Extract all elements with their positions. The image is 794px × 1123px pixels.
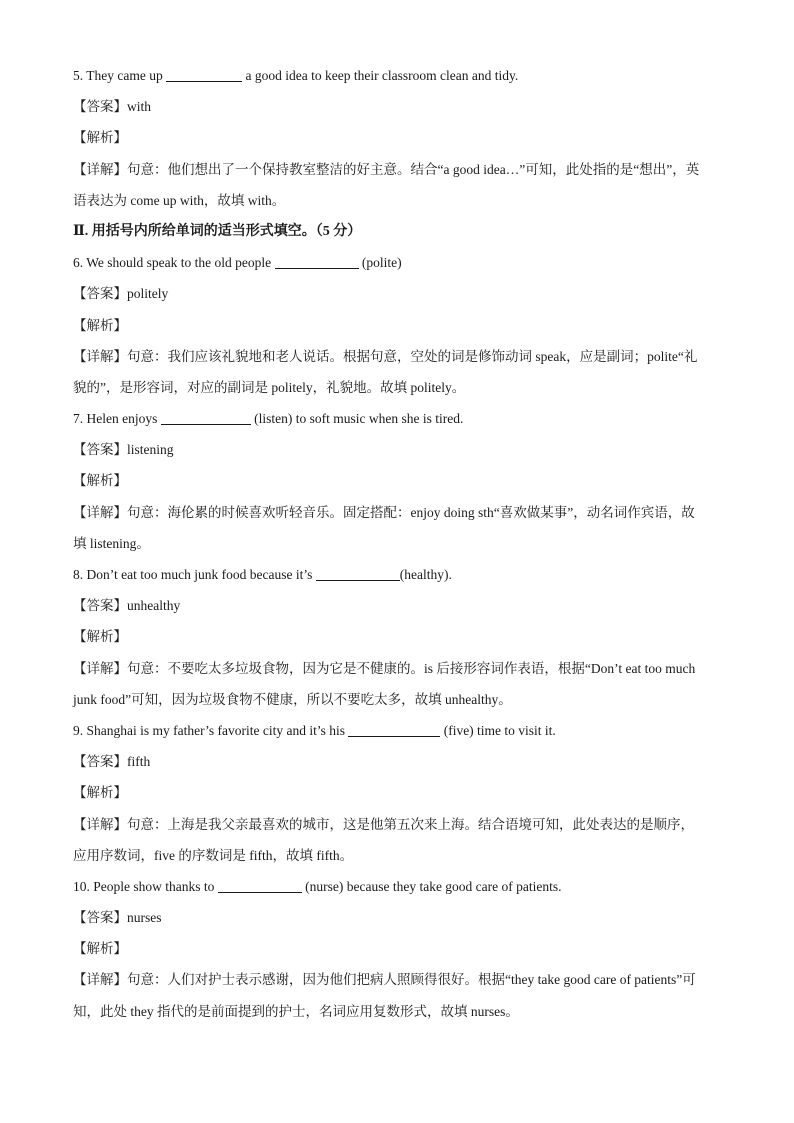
detail-text: 句意：海伦累的时候喜欢听轻音乐。固定搭配：enjoy doing sth“喜欢做某事”，动名词作宾语，故 (127, 504, 695, 520)
answer-label: 【答案】 (73, 442, 127, 458)
question-text: 9. Shanghai is my father’s favorite city and it’s his (73, 722, 349, 738)
question-text: a good idea to keep their classroom clean and tidy. (242, 68, 519, 83)
detail-label: 【详解】 (73, 660, 127, 676)
detail-line (73, 341, 723, 372)
detail-label: 【详解】 (73, 972, 127, 988)
detail-text: 语表达为 come up with，故填 with。 (73, 192, 286, 208)
analysis-line (73, 465, 723, 496)
detail-line-cont (73, 996, 723, 1027)
detail-line-cont (73, 185, 723, 216)
answer-blank (218, 878, 302, 893)
question-text: (healthy). (399, 567, 452, 582)
detail-line-cont (73, 840, 723, 871)
question-9 (73, 715, 723, 746)
answer-label: 【答案】 (73, 598, 127, 614)
answer-line (73, 746, 723, 777)
analysis-line (73, 933, 723, 964)
answer-line (73, 278, 723, 309)
analysis-line (73, 777, 723, 808)
detail-line-cont (73, 528, 723, 559)
detail-text: 填 listening。 (73, 535, 150, 551)
answer-label: 【答案】 (73, 99, 127, 115)
answer-line (73, 590, 723, 621)
detail-line (73, 809, 723, 840)
answer-line (73, 902, 723, 933)
question-7 (73, 403, 723, 434)
answer-line (73, 434, 723, 465)
detail-text: junk food”可知，因为垃圾食物不健康，所以不要吃太多，故填 unhealthy。 (73, 691, 512, 707)
document-page (73, 60, 723, 1027)
analysis-label: 【解析】 (73, 130, 127, 146)
section-title: Ⅱ. 用括号内所给单词的适当形式填空。（5 分） (73, 223, 362, 239)
detail-text: 应用序数词，five 的序数词是 fifth，故填 fifth。 (73, 847, 354, 863)
question-8 (73, 559, 723, 590)
detail-line (73, 964, 723, 995)
detail-text: 句意：他们想出了一个保持教室整洁的好主意。结合“a good idea…”可知，此处指的是“想出”，英 (127, 161, 700, 177)
answer-blank (316, 566, 400, 581)
analysis-label: 【解析】 (73, 473, 127, 489)
detail-label: 【详解】 (73, 348, 127, 364)
detail-line (73, 154, 723, 185)
detail-label: 【详解】 (73, 161, 127, 177)
question-text: (listen) to soft music when she is tired. (250, 411, 464, 427)
answer-value: fifth (127, 754, 151, 770)
detail-line (73, 497, 723, 528)
detail-label: 【详解】 (73, 816, 127, 832)
detail-line-cont (73, 372, 723, 403)
question-text: 5. They came up (73, 68, 167, 83)
question-text: (polite) (358, 255, 402, 271)
detail-line (73, 653, 723, 684)
question-text: 10. People show thanks to (73, 878, 218, 894)
answer-blank (166, 67, 242, 82)
analysis-line (73, 621, 723, 652)
detail-line-cont (73, 684, 723, 715)
analysis-line (73, 310, 723, 341)
detail-text: 句意：不要吃太多垃圾食物，因为它是不健康的。is 后接形容词作表语，根据“Don’t eat too much (127, 660, 696, 676)
answer-blank (348, 722, 440, 737)
analysis-label: 【解析】 (73, 785, 127, 801)
answer-label: 【答案】 (73, 286, 127, 302)
answer-blank (275, 254, 359, 269)
question-5 (73, 60, 723, 91)
answer-line (73, 91, 723, 122)
detail-text: 句意：上海是我父亲最喜欢的城市，这是他第五次来上海。结合语境可知，此处表达的是顺序， (127, 816, 694, 832)
answer-value: with (127, 99, 152, 115)
question-text: (five) time to visit it. (440, 722, 556, 738)
answer-value: listening (127, 442, 174, 458)
question-6 (73, 247, 723, 278)
detail-text: 貌的”，是形容词，对应的副词是 politely，礼貌地。故填 politely。 (73, 379, 466, 395)
question-text: 6. We should speak to the old people (73, 255, 275, 271)
detail-label: 【详解】 (73, 504, 127, 520)
question-text: 7. Helen enjoys (73, 411, 161, 427)
detail-text: 句意：我们应该礼貌地和老人说话。根据句意，空处的词是修饰动词 speak，应是副词；polite“礼 (127, 348, 698, 364)
answer-value: politely (127, 286, 169, 302)
question-text: 8. Don’t eat too much junk food because it’s (73, 567, 316, 582)
answer-blank (161, 410, 251, 425)
answer-label: 【答案】 (73, 910, 127, 926)
answer-label: 【答案】 (73, 754, 127, 770)
detail-text: 知，此处 they 指代的是前面提到的护士，名词应用复数形式，故填 nurses。 (73, 1003, 519, 1019)
analysis-label: 【解析】 (73, 317, 127, 333)
analysis-label: 【解析】 (73, 941, 127, 957)
detail-text: 句意：人们对护士表示感谢，因为他们把病人照顾得很好。根据“they take good care of patients”可 (127, 972, 696, 988)
analysis-label: 【解析】 (73, 629, 127, 645)
answer-value: nurses (127, 910, 162, 926)
answer-value: unhealthy (127, 598, 181, 614)
question-text: (nurse) because they take good care of patients. (301, 878, 562, 894)
question-10 (73, 871, 723, 902)
analysis-line (73, 122, 723, 153)
